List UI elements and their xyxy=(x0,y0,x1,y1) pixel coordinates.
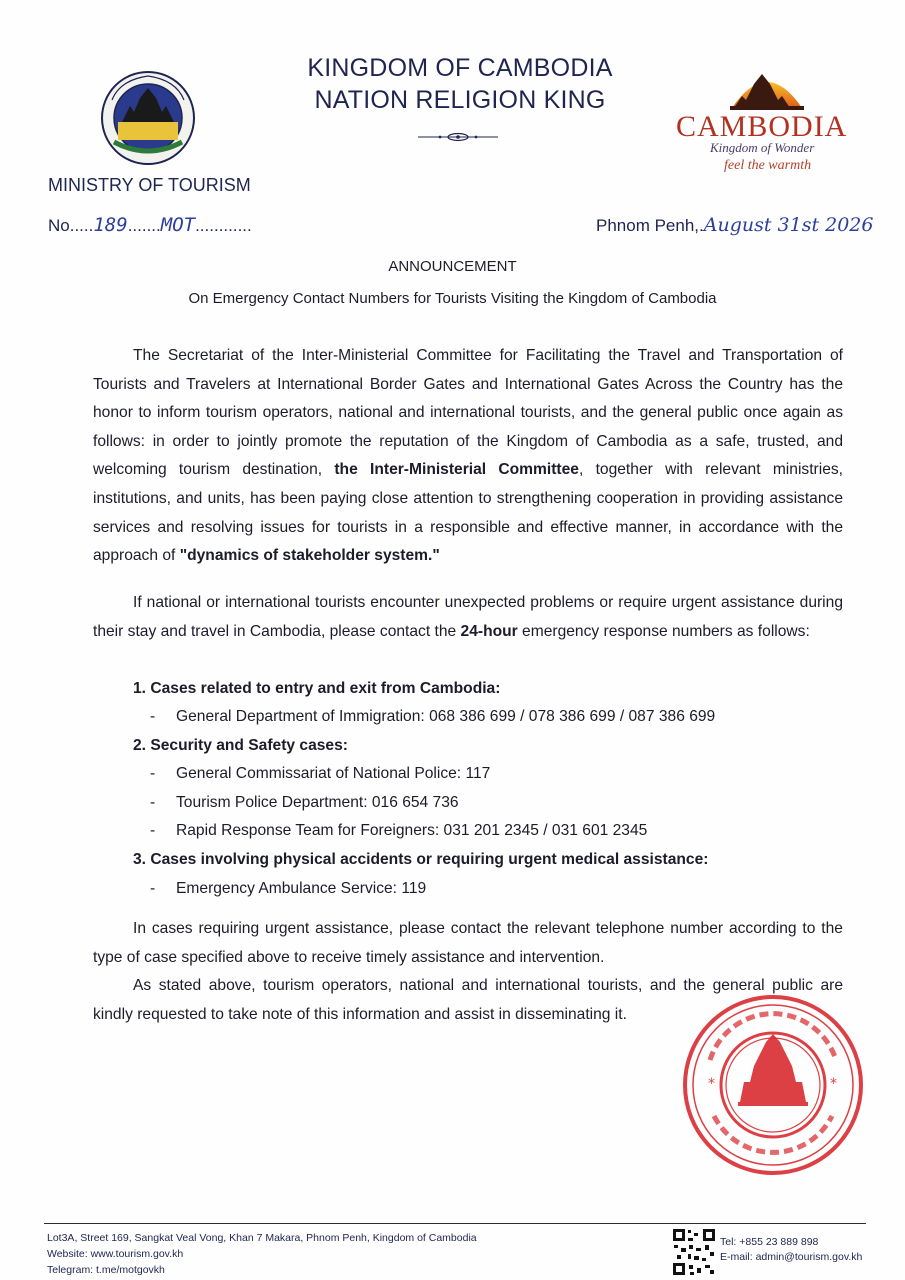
handwritten-date: August 31st 2026 xyxy=(703,214,874,236)
handwritten-number: 189 xyxy=(93,214,128,236)
paragraph-contact-info: If national or international tourists encounter unexpected problems or require urgent assistance during their stay and travel in Cambodia, please contact the 24-hour emergency response numbers as follows: xyxy=(93,594,843,640)
list-item: - Tourism Police Department: 016 654 736 xyxy=(150,794,459,811)
list-item: - Rapid Response Team for Foreigners: 031 201 2345 / 031 601 2345 xyxy=(150,822,648,839)
announcement-subtitle: On Emergency Contact Numbers for Tourists Visiting the Kingdom of Cambodia xyxy=(188,290,717,307)
announcement-title: ANNOUNCEMENT xyxy=(388,258,517,275)
footer-tel: Tel: +855 23 889 898 xyxy=(720,1236,819,1248)
category-medical: 3. Cases involving physical accidents or requiring urgent medical assistance: xyxy=(133,851,709,868)
kingdom-line2: NATION RELIGION KING xyxy=(314,86,606,114)
footer-telegram: Telegram: t.me/motgovkh xyxy=(47,1264,165,1276)
kingdom-line1: KINGDOM OF CAMBODIA xyxy=(307,54,613,82)
paragraph-closing: As stated above, tourism operators, national and international tourists, and the general public are kindly requested to take note of this information and assist in disseminating it. xyxy=(93,977,843,1023)
footer-contact-right xyxy=(720,1235,862,1265)
ministry-name: MINISTRY OF TOURISM xyxy=(48,175,251,195)
list-item: - Emergency Ambulance Service: 119 xyxy=(150,880,427,897)
date-line: Phnom Penh,.August 31st 2026 xyxy=(596,214,874,236)
brand-tagline: Kingdom of Wonder xyxy=(710,140,815,155)
list-item: - General Department of Immigration: 068 386 699 / 078 386 699 / 087 386 699 xyxy=(150,708,716,725)
footer-email: E-mail: admin@tourism.gov.kh xyxy=(720,1251,863,1263)
category-entry-exit: 1. Cases related to entry and exit from Cambodia: xyxy=(133,680,501,697)
brand-slogan: feel the warmth xyxy=(724,158,812,173)
footer-website: Website: www.tourism.gov.kh xyxy=(47,1248,184,1260)
qr-code-icon xyxy=(672,1228,716,1276)
handwritten-code: MOT xyxy=(160,214,196,236)
footer-contact-left xyxy=(47,1230,477,1278)
category-security: 2. Security and Safety cases: xyxy=(133,737,348,754)
footer-address: Lot3A, Street 169, Sangkat Veal Vong, Khan 7 Makara, Phnom Penh, Kingdom of Cambodia xyxy=(47,1232,477,1244)
official-seal-stamp xyxy=(678,990,868,1180)
kingdom-header xyxy=(250,52,670,116)
svg-text:*: * xyxy=(708,1076,715,1092)
paragraph-intro: The Secretariat of the Inter-Ministerial Committee for Facilitating the Travel and Transportation of Tourists and Travelers at International Border Gates and International Gates Across the Country has the honor to inform tourism operators, national and international tourists, and the general public once again as follows: in order to jointly promote the reputation of the Kingdom of Cambodia as a safe, trusted, and welcoming tourism destination, the Inter-Ministerial Committee, together with relevant ministries, institutions, and units, has been paying close attention to strengthening cooperation in providing assistance services and resolving issues for tourists in a responsible and effective manner, in accordance with the approach of "dynamics of stakeholder system." xyxy=(93,347,843,565)
reference-number: No.....189.......MOT............ xyxy=(48,214,252,236)
paragraph-urgent: In cases requiring urgent assistance, please contact the relevant telephone number according to the type of case specified above to receive timely assistance and intervention. xyxy=(93,920,843,966)
brand-name: CAMBODIA xyxy=(676,110,848,143)
ornament-divider xyxy=(418,131,498,143)
footer-divider xyxy=(44,1223,866,1224)
ministry-of-tourism-emblem xyxy=(100,70,196,166)
svg-text:*: * xyxy=(830,1076,837,1092)
list-item: - General Commissariat of National Police: 117 xyxy=(150,765,491,782)
